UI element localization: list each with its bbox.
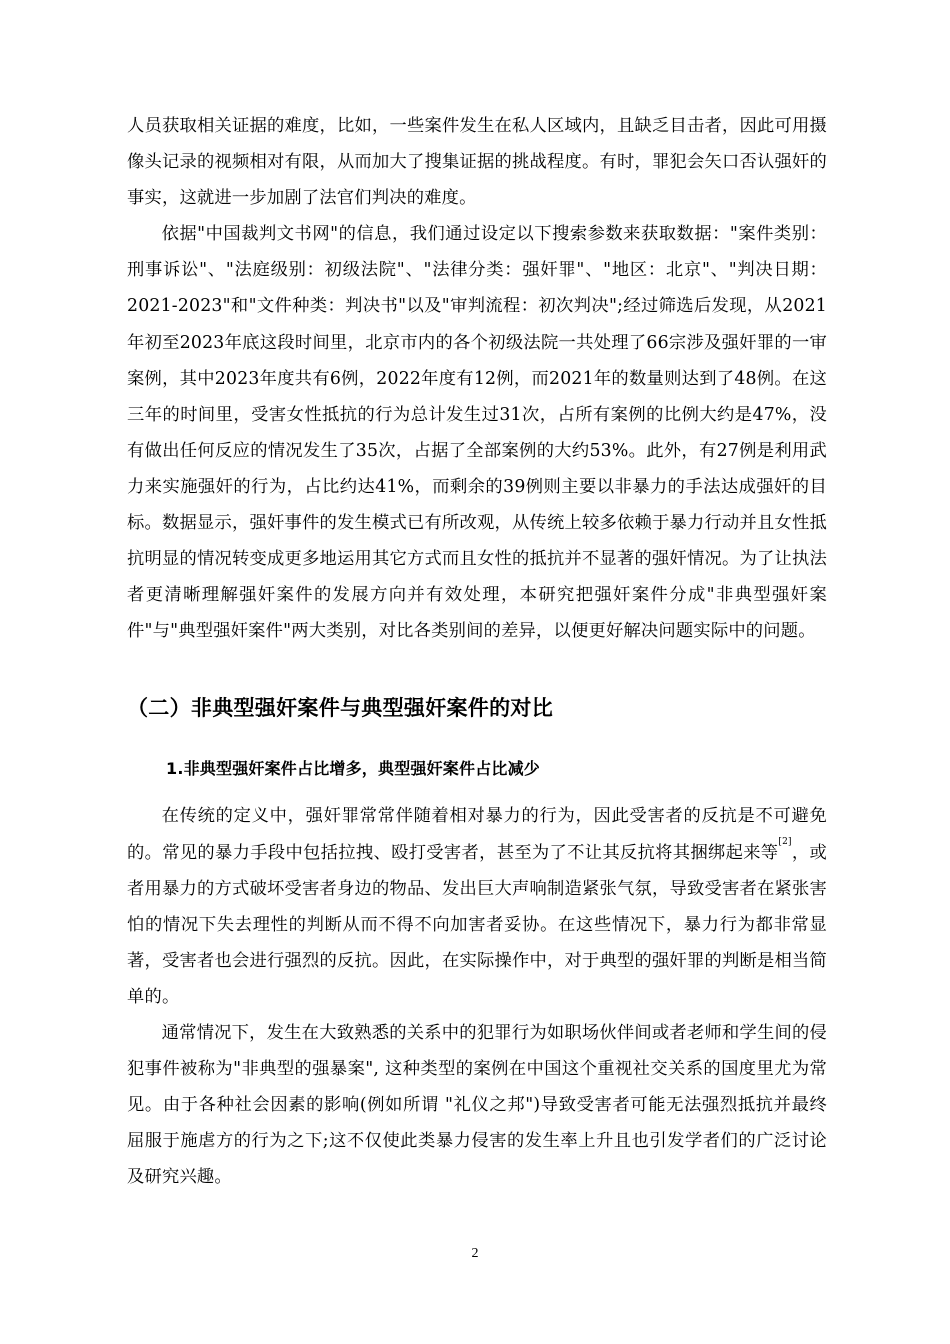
paragraph-evidence-difficulty: 人员获取相关证据的难度，比如，一些案件发生在私人区域内，且缺乏目击者，因此可用摄像头记录的视频相对有限，从而加大了搜集证据的挑战程度。有时，罪犯会矢口否认强奸的事实，这就进一步加剧了法官们判决的难度。: [127, 116, 827, 209]
subsection-heading: 1.非典型强奸案件占比增多，典型强奸案件占比减少: [166, 759, 541, 779]
page-number: 2: [471, 1246, 479, 1261]
paragraph-traditional-definition: [127, 798, 827, 1015]
paragraph-text-part: 在传统的定义中，强奸罪常常伴随着相对暴力的行为，因此受害者的反抗是不可避免的。常见的暴力手段中包括拉拽、殴打受害者，甚至为了不让其反抗将其捆绑起来等: [127, 806, 827, 863]
paragraph-atypical-cases: 通常情况下，发生在大致熟悉的关系中的犯罪行为如职场伙伴间或者老师和学生间的侵犯事件被称为"非典型的强暴案", 这种类型的案例在中国这个重视社交关系的国度里尤为常见。由于各种社会因素的影响(例如所谓 "礼仪之邦")导致受害者可能无法强烈抵抗并最终屈服于施虐方的行为之下;这不仅使此类暴力侵害的发生率上升且也引发学者们的广泛讨论及研究兴趣。: [127, 1022, 827, 1188]
page-content: [127, 108, 827, 1195]
section-heading: （二）非典型强奸案件与典型强奸案件的对比: [127, 696, 553, 721]
paragraph-data-source: 依据"中国裁判文书网"的信息，我们通过设定以下搜索参数来获取数据："案件类别：刑事诉讼"、"法庭级别：初级法院"、"法律分类：强奸罪"、"地区：北京"、"判决日期：2021-2023"和"文件种类：判决书"以及"审判流程：初次判决";经过筛选后发现，从2021年初至2023年底这段时间里，北京市内的各个初级法院一共处理了66宗涉及强奸罪的一审案例，其中2023年度共有6例，2022年度有12例，而2021年的数量则达到了48例。在这三年的时间里，受害女性抵抗的行为总计发生过31次，占所有案例的比例大约是47%，没有做出任何反应的情况发生了35次，占据了全部案例的大约53%。此外，有27例是利用武力来实施强奸的行为，占比约达41%，而剩余的39例则主要以非暴力的手法达成强奸的目标。数据显示，强奸事件的发生模式已有所改观，从传统上较多依赖于暴力行动并且女性抵抗明显的情况转变成更多地运用其它方式而且女性的抵抗并不显著的强奸情况。为了让执法者更清晰理解强奸案件的发展方向并有效处理，本研究把强奸案件分成"非典型强奸案件"与"典型强奸案件"两大类别，对比各类别间的差异，以便更好解决问题实际中的问题。: [127, 224, 827, 642]
paragraph-text-part: ，或者用暴力的方式破坏受害者身边的物品、发出巨大声响制造紧张气氛，导致受害者在紧张害怕的情况下失去理性的判断从而不得不向加害者妥协。在这些情况下，暴力行为都非常显著，受害者也会进行强烈的反抗。因此，在实际操作中，对于典型的强奸罪的判断是相当简单的。: [127, 842, 827, 1007]
citation-reference: [2]: [778, 836, 792, 847]
